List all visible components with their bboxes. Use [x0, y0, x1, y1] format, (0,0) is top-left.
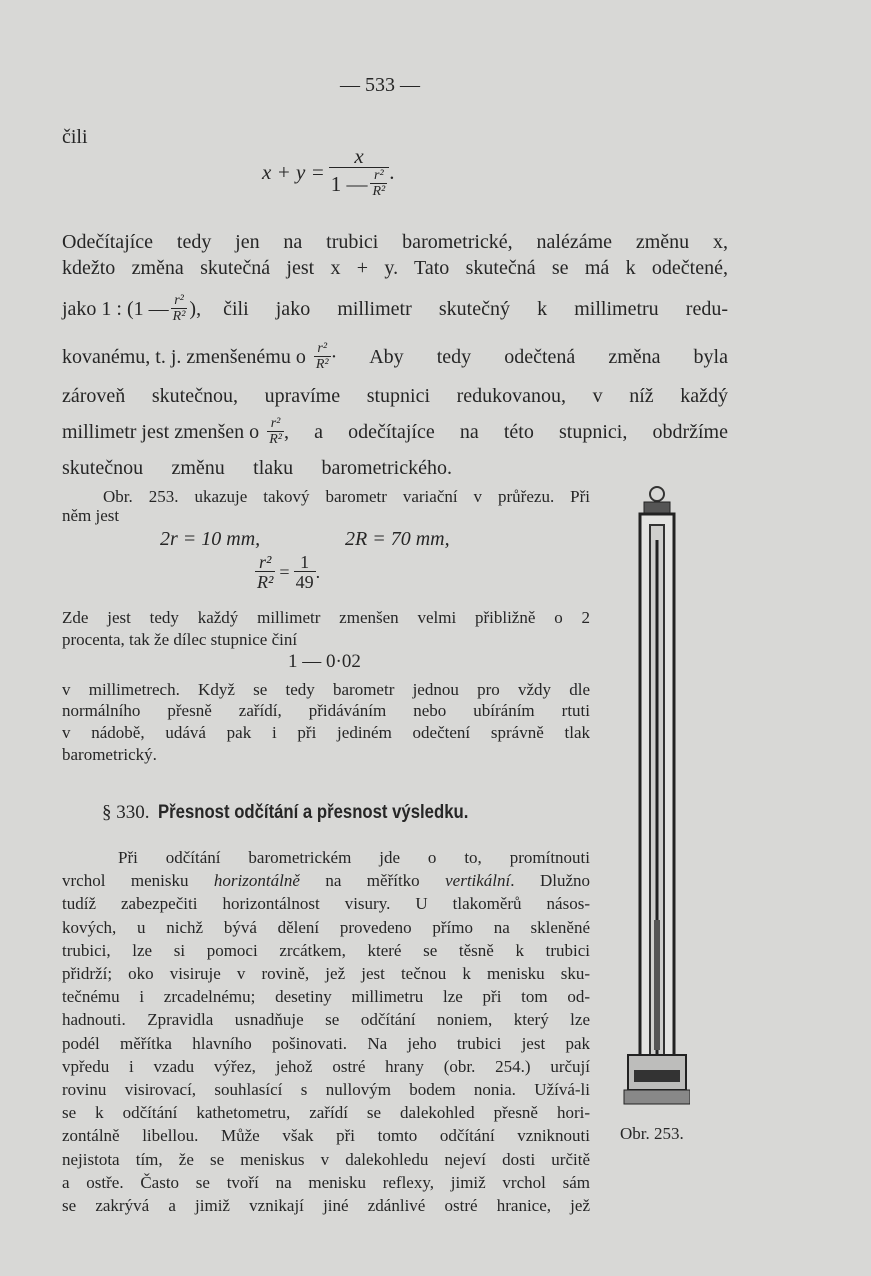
num: r² — [270, 416, 281, 431]
fraction — [314, 342, 331, 372]
equation-2r: 2r = 10 mm, — [160, 528, 261, 550]
fraction — [294, 553, 316, 591]
paragraph-line: přidrží; oko visiruje v rovině, jež jest tečnou k menisku sku- — [62, 964, 590, 983]
text: · Aby tedy odečtená změna byla — [330, 346, 728, 368]
den: R² — [257, 572, 274, 592]
formula-lhs: x + y = — [262, 160, 325, 184]
text-line: procenta, tak že dílec stupnice činí — [62, 630, 298, 649]
paragraph-line: podél měřítka hlavního pošinovati. Na jeho trubici jest pak — [62, 1033, 590, 1053]
text-line — [62, 341, 728, 372]
inner-den: R² — [372, 184, 386, 199]
text-line: skutečnou změnu tlaku barometrického. — [62, 457, 452, 479]
section-heading — [102, 802, 510, 824]
text-line: normálního přesně zařídí, přidáváním nebo ubíráním rtuti — [62, 701, 590, 720]
text: kovanému, t. j. zmenšenému o — [62, 346, 306, 368]
text: millimetr jest zmenšen o — [62, 421, 260, 443]
division-equation: 1 — 0·02 — [288, 651, 361, 672]
text-line: něm jest — [62, 506, 120, 525]
text: , a odečítajíce na této stupnici, obdržíme — [283, 421, 728, 443]
paragraph-line: a ostře. Často se tvoří na menisku reflexy, jimiž vrchol sám — [62, 1172, 590, 1192]
num: r² — [174, 293, 184, 308]
inner-num: r² — [374, 168, 384, 183]
paragraph-line: zontálně libellou. Může však při tomto odčítání vzniknouti — [62, 1126, 590, 1146]
paragraph-line: nejistota tím, že se meniskus v dalekohledu nejeví dosti určitě — [62, 1149, 590, 1169]
figure-caption: Obr. 253. — [620, 1124, 684, 1143]
equation-2R: 2R = 70 mm, — [345, 528, 450, 550]
num: 1 — [300, 552, 310, 572]
text-line: kdežto změna skutečná jest x + y. Tato skutečná se má k odečtené, — [62, 257, 728, 279]
paragraph-line: tudíž zabezpečiti horizontálnost visury. U tlakoměrů násos- — [62, 894, 590, 914]
text-line: v nádobě, udává pak i při jediném odečtení správně tlak — [62, 723, 590, 742]
fraction — [255, 553, 275, 591]
fraction — [267, 417, 284, 447]
text: na měřítko — [299, 871, 446, 891]
barometer-figure — [610, 480, 690, 1130]
paragraph-line: hadnouti. Zpravidla usnadňuje se odčítání noniem, který lze — [62, 1010, 590, 1030]
text: vrchol menisku — [62, 871, 214, 891]
page-number: — 533 — — [340, 74, 420, 96]
equals: = — [279, 561, 290, 582]
formula-end: . — [389, 160, 395, 184]
text: ), — [189, 298, 202, 320]
text-line: barometrický. — [62, 745, 157, 764]
text: jako 1 : (1 — — [62, 298, 169, 320]
paragraph-line: kových, u nichž bývá dělení provedeno přímo na skleněné — [62, 917, 590, 937]
formula-fraction — [329, 146, 390, 199]
text-line — [62, 416, 728, 447]
cili-label: čili — [62, 126, 88, 148]
section-title: Přesnost odčítání a přesnost výsledku. — [157, 802, 468, 823]
text-line: v millimetrech. Když se tedy barometr jednou pro vždy dle — [62, 680, 590, 699]
paragraph-line: vpředu i vzadu výřez, jehož ostré hrany (obr. 254.) určují — [62, 1056, 590, 1076]
den: 49 — [295, 572, 314, 592]
text: . Dlužno — [510, 871, 590, 891]
ratio-equation — [255, 553, 320, 591]
text-line: zároveň skutečnou, upravíme stupnici redukovanou, v níž každý — [62, 385, 728, 407]
section-number: § 330. — [102, 802, 150, 823]
text-line: Zde jest tedy každý millimetr zmenšen velmi přibližně o 2 — [62, 608, 590, 627]
den: R² — [269, 432, 282, 447]
text-line: Obr. 253. ukazuje takový barometr variační v průřezu. Při — [103, 487, 590, 506]
num: r² — [259, 552, 272, 572]
text-line — [62, 293, 728, 324]
text-line: Odečítajíce tedy jen na trubici barometrické, nalézáme změnu x, — [62, 231, 728, 253]
emphasis-text: horizontálně — [213, 871, 300, 891]
paragraph-line: rovinu visirovací, souhlasící s nullovým bodem nonia. Užívá-li — [62, 1080, 590, 1099]
paragraph-line: Při odčítání barometrickém jde o to, promítnouti — [118, 848, 590, 867]
paragraph-line — [62, 870, 590, 892]
den: R² — [172, 309, 186, 324]
den-prefix: 1 — — [330, 171, 368, 196]
paragraph-line: tečnému i zrcadelnému; desetiny millimetru lze při tom od- — [62, 987, 590, 1007]
paragraph-line: trubici, lze si pomoci zrcátkem, které se těsně k trubici — [62, 940, 590, 960]
paragraph-line: se zakrývá a jimiž vznikají jiné zdánlivé ostré hranice, jež — [62, 1196, 590, 1215]
emphasis-text: vertikální — [445, 871, 511, 891]
formula-numerator: x — [354, 144, 364, 168]
end: . — [315, 561, 321, 582]
fraction — [171, 294, 188, 324]
den: R² — [315, 357, 329, 372]
paragraph-line: se k odčítání kathetometru, zařídí se dalekohled přesně hori- — [62, 1103, 590, 1123]
text: čili jako millimetr skutečný k millimetru redu- — [223, 298, 728, 320]
formula-x-plus-y — [262, 146, 394, 199]
num: r² — [317, 341, 328, 356]
formula-denominator — [329, 167, 390, 199]
